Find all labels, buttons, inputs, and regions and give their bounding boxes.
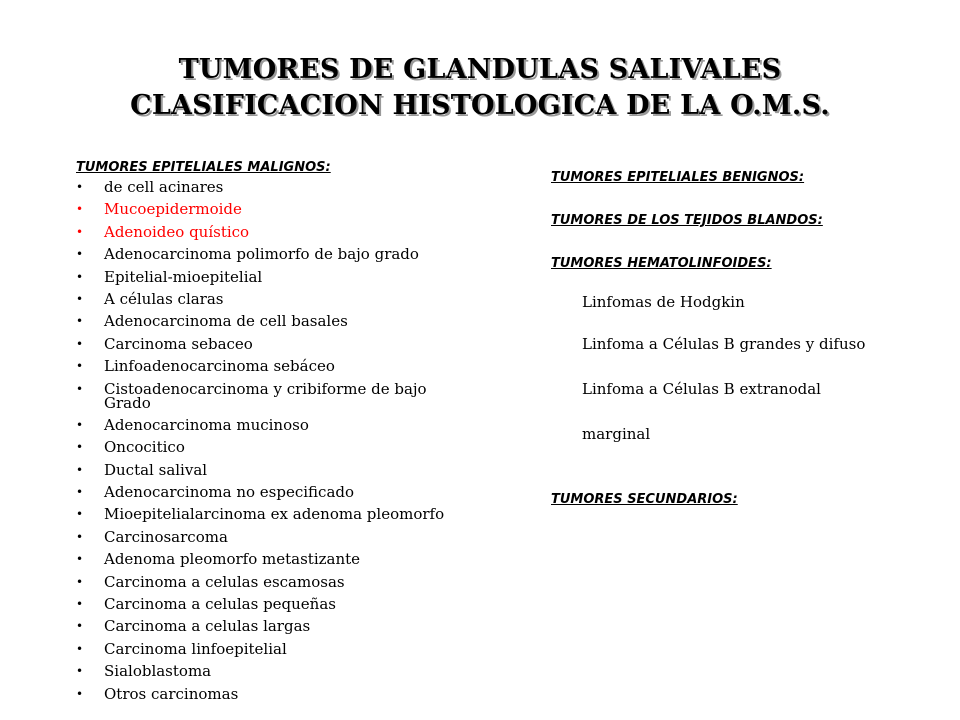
list-item-label (104, 379, 427, 412)
bullet-icon: • (76, 269, 84, 284)
list-item-label: Carcinoma a celulas pequeñas (104, 595, 336, 614)
list-item (76, 415, 536, 434)
list-item (76, 180, 536, 194)
lymphoma-item-extranodal: Linfoma a Células B extranodal (582, 380, 821, 398)
bullet-icon: • (76, 641, 84, 656)
list-item-label: Sialoblastoma (104, 662, 212, 681)
lymphoma-item-marginal: marginal (582, 425, 651, 443)
list-item-label: de cell acinares (104, 178, 224, 196)
bullet-icon: • (76, 574, 84, 589)
list-item (76, 505, 536, 524)
slide-title (0, 52, 960, 124)
list-item-label: Carcinoma linfoepitelial (104, 639, 287, 658)
bullet-icon: • (76, 359, 84, 374)
bullet-icon: • (76, 485, 84, 500)
title-line-2: CLASIFICACION HISTOLOGICA DE LA O.M.S. (130, 90, 830, 121)
list-item-label: Mucoepidermoide (104, 200, 242, 219)
list-item-label: Linfoadenocarcinoma sebáceo (104, 357, 335, 376)
list-item (76, 200, 536, 219)
secondary-heading: TUMORES SECUNDARIOS: (551, 492, 738, 507)
list-item (76, 684, 536, 703)
list-item-label: Adenoma pleomorfo metastizante (104, 550, 361, 569)
list-item-label: Oncocitico (104, 438, 185, 457)
list-item-label: Mioepitelialarcinoma ex adenoma pleomorfo (104, 505, 445, 524)
list-item-label: Otros carcinomas (104, 684, 239, 703)
list-item-label: Epitelial-mioepitelial (104, 267, 263, 286)
bullet-icon: • (76, 462, 84, 477)
list-item-label: Adenoideo quístico (104, 222, 250, 241)
list-item-label: Carcinoma a celulas escamosas (104, 572, 345, 591)
lymphoma-item-hodgkin: Linfomas de Hodgkin (582, 293, 745, 311)
list-item-label: Carcinoma sebaceo (104, 334, 253, 353)
list-item-label: Ductal salival (104, 460, 208, 479)
list-item (76, 572, 536, 591)
bullet-icon: • (76, 314, 84, 329)
list-item (76, 438, 536, 457)
list-item (76, 460, 536, 479)
list-item-label: Adenocarcinoma no especificado (104, 483, 355, 502)
list-item-label: Carcinoma a celulas largas (104, 617, 311, 636)
bullet-icon: • (76, 336, 84, 351)
list-item-label: Adenocarcinoma polimorfo de bajo grado (104, 245, 419, 264)
list-item (76, 662, 536, 681)
bullet-icon: • (76, 529, 84, 544)
list-item (76, 245, 536, 264)
bullet-icon: • (76, 507, 84, 522)
list-item (76, 527, 536, 546)
bullet-icon: • (76, 202, 84, 217)
bullet-icon: • (76, 664, 84, 679)
hematolymphoid-heading: TUMORES HEMATOLINFOIDES: (551, 256, 772, 271)
list-item-label: A células claras (104, 289, 224, 308)
list-item-label-line-2: Grado (104, 393, 151, 412)
list-item-label: Adenocarcinoma mucinoso (104, 415, 309, 434)
bullet-icon: • (76, 180, 84, 194)
list-item-label: Carcinosarcoma (104, 527, 228, 546)
bullet-icon: • (76, 224, 84, 239)
bullet-icon: • (76, 440, 84, 455)
list-item (76, 312, 536, 331)
bullet-icon: • (76, 291, 84, 306)
list-item (76, 595, 536, 614)
list-item (76, 617, 536, 636)
list-item (76, 289, 536, 308)
list-item-label: Adenocarcinoma de cell basales (104, 312, 348, 331)
bullet-icon: • (76, 597, 84, 612)
list-item (76, 267, 536, 286)
malignant-list (76, 180, 536, 709)
malignant-heading-colon: : (325, 160, 331, 175)
malignant-heading-text: TUMORES EPITELIALES MALIGNOS (76, 160, 326, 175)
list-item (76, 379, 536, 412)
malignant-heading (76, 160, 331, 175)
list-item (76, 334, 536, 353)
list-item (76, 550, 536, 569)
benign-heading: TUMORES EPITELIALES BENIGNOS: (551, 170, 805, 185)
bullet-icon: • (76, 417, 84, 432)
bullet-icon: • (76, 381, 84, 396)
list-item (76, 357, 536, 376)
title-line-1: TUMORES DE GLANDULAS SALIVALES (178, 54, 782, 85)
list-item (76, 222, 536, 241)
bullet-icon: • (76, 619, 84, 634)
list-item-label-line-1: Cistoadenocarcinoma y cribiforme de bajo (104, 379, 427, 398)
list-item (76, 483, 536, 502)
bullet-icon: • (76, 552, 84, 567)
lymphoma-item-large-b-cell: Linfoma a Células B grandes y difuso (582, 335, 866, 353)
soft-tissue-heading: TUMORES DE LOS TEJIDOS BLANDOS: (551, 213, 823, 228)
list-item (76, 639, 536, 658)
bullet-icon: • (76, 686, 84, 701)
bullet-icon: • (76, 247, 84, 262)
